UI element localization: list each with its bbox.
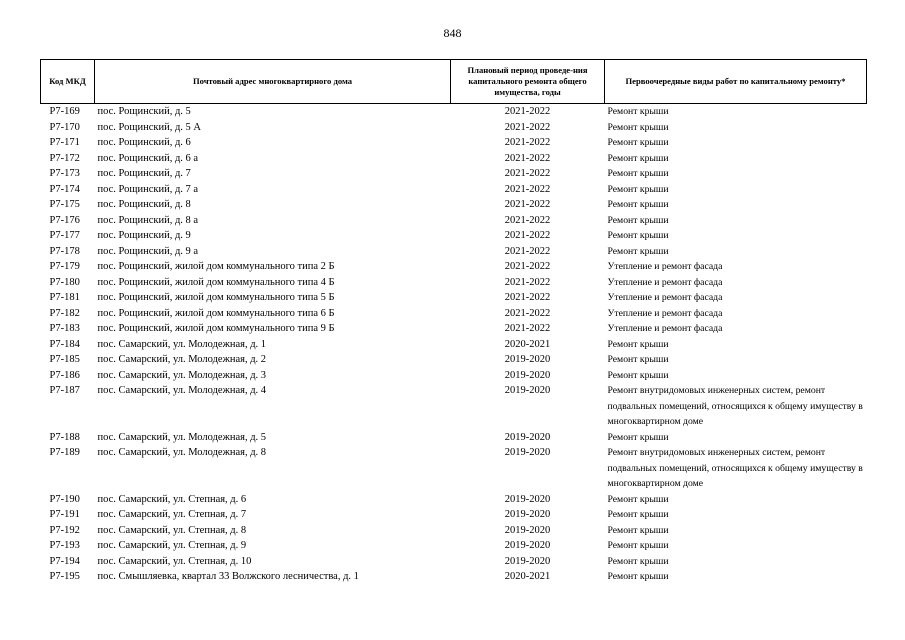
- table-row: [41, 507, 867, 523]
- cell-address: пос. Рощинский, д. 9 а: [97, 245, 199, 257]
- cell-works: Ремонт крыши: [607, 152, 669, 164]
- table-row: [41, 151, 867, 167]
- cell-period: 2021-2022: [504, 214, 551, 226]
- cell-period: 2020-2021: [504, 571, 551, 582]
- cell-address: пос. Самарский, ул. Степная, д. 7: [97, 509, 247, 520]
- cell-address: пос. Самарский, ул. Молодежная, д. 4: [97, 385, 267, 396]
- cell-works: Ремонт крыши: [607, 106, 669, 117]
- cell-address: пос. Рощинский, жилой дом коммунального типа 6 Б: [97, 307, 335, 319]
- table-row: [41, 492, 867, 508]
- cell-code: Р7-180: [49, 276, 80, 288]
- cell-works: Ремонт внутридомовых инженерных систем, ремонт подвальных помещений, относящихся к общему имуществу в многоквартирном доме: [607, 385, 863, 427]
- page-number: 848: [443, 26, 462, 40]
- cell-code: Р7-179: [49, 261, 80, 272]
- cell-code: Р7-171: [49, 137, 80, 148]
- header-code: Код МКД: [41, 60, 95, 104]
- cell-address: пос. Рощинский, жилой дом коммунального типа 4 Б: [97, 276, 335, 288]
- cell-code: Р7-169: [49, 106, 80, 117]
- cell-period: 2021-2022: [504, 121, 551, 133]
- cell-works: Утепление и ремонт фасада: [607, 323, 723, 334]
- cell-code: Р7-190: [49, 493, 80, 505]
- cell-code: Р7-187: [49, 385, 80, 396]
- cell-works: Ремонт крыши: [607, 245, 669, 257]
- cell-works: Ремонт крыши: [607, 431, 669, 443]
- table-row: [41, 228, 867, 244]
- table-row: [41, 337, 867, 353]
- cell-period: 2019-2020: [504, 540, 551, 551]
- cell-period: 2019-2020: [504, 555, 551, 567]
- table-row: [41, 554, 867, 570]
- header-works: Первоочередные виды работ по капитальному ремонту*: [605, 60, 867, 104]
- cell-works: Утепление и ремонт фасада: [607, 276, 723, 288]
- header-address: Почтовый адрес многоквартирного дома: [95, 60, 451, 104]
- table-row: [41, 523, 867, 539]
- table-row: [41, 120, 867, 136]
- cell-works: Ремонт крыши: [607, 524, 669, 536]
- cell-code: Р7-172: [49, 152, 80, 164]
- table-row: [41, 104, 867, 120]
- table-row: [41, 135, 867, 151]
- cell-address: пос. Самарский, ул. Молодежная, д. 5: [97, 431, 267, 443]
- cell-works: Ремонт крыши: [607, 121, 669, 133]
- cell-works: Ремонт крыши: [607, 230, 669, 241]
- table-row: [41, 197, 867, 213]
- cell-period: 2021-2022: [504, 152, 551, 164]
- cell-code: Р7-183: [49, 323, 80, 334]
- cell-address: пос. Самарский, ул. Степная, д. 9: [97, 540, 247, 551]
- table-row: [41, 368, 867, 384]
- cell-works: Ремонт крыши: [607, 338, 669, 350]
- cell-works: Ремонт крыши: [607, 354, 669, 365]
- cell-works: Утепление и ремонт фасада: [607, 292, 723, 303]
- cell-period: 2019-2020: [504, 447, 551, 458]
- cell-address: пос. Рощинский, жилой дом коммунального типа 2 Б: [97, 261, 335, 272]
- cell-address: пос. Рощинский, д. 8 а: [97, 214, 199, 226]
- cell-address: пос. Самарский, ул. Молодежная, д. 1: [97, 338, 267, 350]
- cell-period: 2021-2022: [504, 137, 551, 148]
- cell-code: Р7-181: [49, 292, 80, 303]
- cell-works: Ремонт крыши: [607, 571, 669, 582]
- header-period: Плановый период проведе-ния капитального ремонта общего имущества, годы: [451, 60, 605, 104]
- cell-period: 2021-2022: [504, 199, 551, 210]
- cell-period: 2021-2022: [504, 292, 551, 303]
- table-row: [41, 213, 867, 229]
- cell-period: 2019-2020: [504, 385, 551, 396]
- cell-code: Р7-185: [49, 354, 80, 365]
- cell-code: Р7-175: [49, 199, 80, 210]
- table-row: [41, 244, 867, 260]
- cell-code: Р7-192: [49, 524, 80, 536]
- table-row: [41, 306, 867, 322]
- cell-period: 2019-2020: [504, 431, 551, 443]
- cell-address: пос. Рощинский, д. 6 а: [97, 152, 199, 164]
- cell-code: Р7-174: [49, 183, 80, 195]
- cell-code: Р7-193: [49, 540, 80, 551]
- cell-period: 2021-2022: [504, 261, 551, 272]
- cell-works: Ремонт крыши: [607, 493, 669, 505]
- cell-works: Утепление и ремонт фасада: [607, 307, 723, 319]
- cell-period: 2021-2022: [504, 106, 551, 117]
- cell-period: 2021-2022: [504, 183, 551, 195]
- cell-code: Р7-194: [49, 555, 80, 567]
- table-row: [41, 352, 867, 368]
- cell-period: 2021-2022: [504, 168, 551, 179]
- cell-address: пос. Рощинский, жилой дом коммунального типа 5 Б: [97, 292, 335, 303]
- cell-period: 2019-2020: [504, 493, 551, 505]
- cell-address: пос. Самарский, ул. Степная, д. 8: [97, 524, 247, 536]
- cell-works: Ремонт крыши: [607, 540, 669, 551]
- cell-period: 2019-2020: [504, 369, 551, 381]
- table-row: [41, 166, 867, 182]
- cell-period: 2021-2022: [504, 276, 551, 288]
- cell-address: пос. Рощинский, д. 7 а: [97, 183, 199, 195]
- cell-works: Ремонт крыши: [607, 509, 669, 520]
- cell-address: пос. Рощинский, д. 6: [97, 137, 191, 148]
- table-row: [41, 259, 867, 275]
- table-row: [41, 321, 867, 337]
- cell-address: пос. Самарский, ул. Молодежная, д. 2: [97, 354, 267, 365]
- cell-address: пос. Самарский, ул. Степная, д. 10: [97, 555, 252, 567]
- cell-address: пос. Рощинский, д. 5: [97, 106, 191, 117]
- cell-address: пос. Смышляевка, квартал 33 Волжского лесничества, д. 1: [97, 571, 359, 582]
- cell-code: Р7-188: [49, 431, 80, 443]
- cell-period: 2019-2020: [504, 509, 551, 520]
- cell-address: пос. Рощинский, д. 9: [97, 230, 191, 241]
- cell-works: Ремонт крыши: [607, 369, 669, 381]
- table-row: [41, 275, 867, 291]
- cell-works: Ремонт крыши: [607, 183, 669, 195]
- cell-code: Р7-182: [49, 307, 80, 319]
- cell-code: Р7-184: [49, 338, 80, 350]
- table-row: [41, 538, 867, 554]
- table-row: [41, 383, 867, 430]
- cell-works: Ремонт крыши: [607, 214, 669, 226]
- repair-schedule-table: [40, 59, 867, 585]
- cell-works: Ремонт крыши: [607, 137, 669, 148]
- cell-period: 2021-2022: [504, 230, 551, 241]
- cell-address: пос. Рощинский, жилой дом коммунального типа 9 Б: [97, 323, 335, 334]
- cell-address: пос. Самарский, ул. Молодежная, д. 3: [97, 369, 267, 381]
- cell-address: пос. Самарский, ул. Степная, д. 6: [97, 493, 247, 505]
- cell-address: пос. Самарский, ул. Молодежная, д. 8: [97, 447, 267, 458]
- cell-period: 2021-2022: [504, 323, 551, 334]
- cell-address: пос. Рощинский, д. 5 А: [97, 121, 201, 133]
- cell-period: 2019-2020: [504, 524, 551, 536]
- cell-works: Утепление и ремонт фасада: [607, 261, 723, 272]
- table-header: [41, 60, 867, 104]
- cell-code: Р7-191: [49, 509, 80, 520]
- cell-works: Ремонт внутридомовых инженерных систем, ремонт подвальных помещений, относящихся к общему имуществу в многоквартирном доме: [607, 447, 863, 489]
- table-row: [41, 445, 867, 492]
- cell-period: 2021-2022: [504, 307, 551, 319]
- cell-period: 2021-2022: [504, 245, 551, 257]
- table-row: [41, 569, 867, 585]
- cell-code: Р7-186: [49, 369, 80, 381]
- cell-works: Ремонт крыши: [607, 168, 669, 179]
- cell-address: пос. Рощинский, д. 8: [97, 199, 191, 210]
- cell-period: 2020-2021: [504, 338, 551, 350]
- cell-code: Р7-195: [49, 571, 80, 582]
- cell-code: Р7-189: [49, 447, 80, 458]
- table-body: [41, 104, 867, 585]
- cell-works: Ремонт крыши: [607, 199, 669, 210]
- cell-address: пос. Рощинский, д. 7: [97, 168, 191, 179]
- cell-works: Ремонт крыши: [607, 555, 669, 567]
- cell-period: 2019-2020: [504, 354, 551, 365]
- table-row: [41, 290, 867, 306]
- table-row: [41, 182, 867, 198]
- cell-code: Р7-176: [49, 214, 80, 226]
- cell-code: Р7-178: [49, 245, 80, 257]
- cell-code: Р7-177: [49, 230, 80, 241]
- cell-code: Р7-173: [49, 168, 80, 179]
- table-row: [41, 430, 867, 446]
- cell-code: Р7-170: [49, 121, 80, 133]
